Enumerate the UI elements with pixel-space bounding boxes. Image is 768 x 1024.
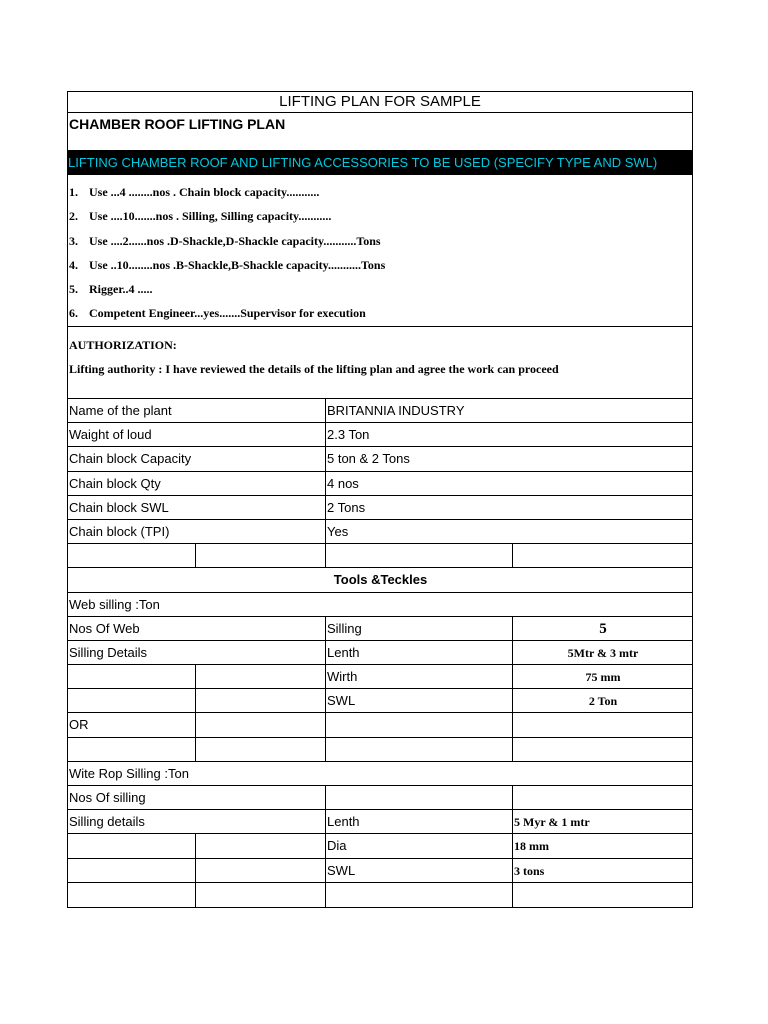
item-text: Use ....2......nos .D-Shackle,D-Shackle capacity...........Tons [89, 233, 381, 248]
wire-rope-heading: Wite Rop Silling :Ton [69, 765, 189, 781]
row-value: 5 Myr & 1 mtr [512, 810, 692, 833]
empty-row [68, 544, 692, 568]
empty-cell [195, 834, 325, 857]
item-number: 5. [69, 282, 78, 297]
web-silling-heading-row [68, 593, 692, 617]
empty-cell [512, 883, 692, 907]
authorization-section [68, 327, 692, 399]
table-row [68, 423, 692, 447]
row-value: 2 Ton [512, 689, 692, 712]
authorization-heading: AUTHORIZATION: [69, 338, 177, 352]
empty-cell [195, 544, 325, 567]
empty-cell [325, 544, 512, 567]
table-row [68, 834, 692, 858]
empty-cell [68, 883, 195, 907]
row-value: 3 tons [512, 859, 692, 882]
empty-cell [325, 883, 512, 907]
row-value: 75 mm [512, 665, 692, 688]
authorization-text: Lifting authority : I have reviewed the details of the lifting plan and agree the work can proceed [69, 362, 559, 376]
row-label: Silling details [69, 814, 145, 830]
details-table [68, 399, 692, 907]
wire-rope-heading-row [68, 762, 692, 786]
detail-value: Yes [325, 520, 692, 543]
empty-row [68, 883, 692, 907]
detail-value: BRITANNIA INDUSTRY [325, 399, 692, 422]
or-row [68, 713, 692, 737]
item-number: 1. [69, 185, 78, 199]
empty-cell [68, 665, 195, 688]
item-number: 4. [69, 257, 78, 272]
accessories-list [68, 175, 692, 327]
row-value [512, 786, 692, 809]
empty-cell [195, 689, 325, 712]
table-row [68, 810, 692, 834]
table-row [68, 399, 692, 423]
row-value: 5 [512, 617, 692, 640]
table-row [68, 520, 692, 544]
detail-label: Waight of loud [69, 427, 152, 443]
table-row [68, 859, 692, 883]
table-row [68, 665, 692, 689]
empty-row [68, 738, 692, 762]
list-item [68, 301, 692, 325]
item-number: 3. [69, 233, 78, 248]
list-item [68, 204, 692, 228]
empty-cell [68, 738, 195, 761]
empty-cell [195, 883, 325, 907]
empty-cell [325, 713, 512, 736]
tools-heading: Tools &Teckles [333, 572, 428, 588]
item-number: 2. [69, 209, 78, 224]
list-item [68, 180, 692, 204]
item-number: 6. [69, 306, 78, 321]
spacer [68, 136, 692, 150]
item-text: Rigger..4 ..... [89, 282, 153, 297]
detail-value: 2 Tons [325, 496, 692, 519]
table-row [68, 496, 692, 520]
lifting-plan-form [67, 91, 693, 908]
empty-cell [512, 713, 692, 736]
detail-label: Name of the plant [69, 403, 172, 418]
section-header-bar: LIFTING CHAMBER ROOF AND LIFTING ACCESSORIES TO BE USED (SPECIFY TYPE AND SWL) [68, 150, 692, 175]
empty-cell [512, 544, 692, 567]
table-row [68, 786, 692, 810]
form-title: LIFTING PLAN FOR SAMPLE [68, 92, 692, 113]
or-label: OR [69, 717, 89, 733]
empty-cell [195, 859, 325, 882]
list-item [68, 229, 692, 253]
row-field [325, 786, 512, 809]
empty-cell [512, 738, 692, 761]
row-field: Silling [325, 617, 512, 640]
empty-cell [325, 738, 512, 761]
row-field: Wirth [325, 665, 512, 688]
empty-cell [68, 689, 195, 712]
detail-label: Chain block (TPI) [69, 523, 170, 539]
item-text: Use ..10........nos .B-Shackle,B-Shackle capacity...........Tons [89, 257, 386, 272]
empty-cell [195, 665, 325, 688]
web-silling-heading: Web silling :Ton [69, 596, 160, 612]
item-text: Use ...4 ........nos . Chain block capacity........... [89, 185, 320, 199]
row-field: SWL [325, 689, 512, 712]
empty-cell [68, 859, 195, 882]
empty-cell [195, 738, 325, 761]
form-subtitle: CHAMBER ROOF LIFTING PLAN [69, 116, 286, 132]
row-field: Lenth [325, 810, 512, 833]
row-label: Nos Of silling [69, 790, 146, 805]
detail-label: Chain block Capacity [69, 451, 192, 467]
table-row [68, 641, 692, 665]
table-row [68, 689, 692, 713]
row-field: SWL [325, 859, 512, 882]
row-field: Lenth [325, 641, 512, 664]
list-item [68, 253, 692, 277]
table-row [68, 617, 692, 641]
detail-value: 2.3 Ton [325, 423, 692, 446]
row-label: Nos Of Web [69, 620, 140, 636]
row-label: Silling Details [69, 644, 148, 660]
row-field: Dia [325, 834, 512, 857]
tools-heading-row [68, 568, 692, 592]
empty-cell [195, 713, 325, 736]
detail-value: 5 ton & 2 Tons [325, 447, 692, 470]
detail-label: Chain block Qty [69, 475, 161, 491]
table-row [68, 447, 692, 471]
table-row [68, 472, 692, 496]
detail-value: 4 nos [325, 472, 692, 495]
list-item [68, 277, 692, 301]
item-text: Use ....10.......nos . Silling, Silling capacity........... [89, 209, 332, 224]
row-value: 18 mm [512, 834, 692, 857]
empty-cell [68, 544, 195, 567]
row-value: 5Mtr & 3 mtr [512, 641, 692, 664]
item-text: Competent Engineer...yes.......Supervisor for execution [89, 306, 366, 321]
detail-label: Chain block SWL [69, 499, 169, 515]
empty-cell [68, 834, 195, 857]
